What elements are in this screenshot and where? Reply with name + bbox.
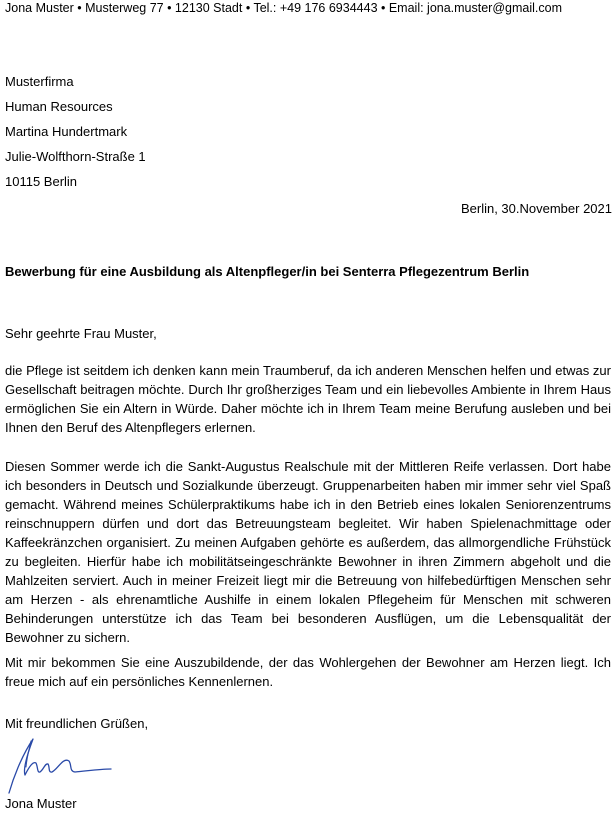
body-paragraph-experience: Diesen Sommer werde ich die Sankt-Augustus Realschule mit der Mittleren Reife verlassen. Dort habe ich besonders in Deutsch und Sozialkunde überzeugt. Gruppenarbeiten haben mir immer sehr viel Spaß gemacht. Während meines Schülerpraktikums habe ich in den Betrieb eines lokalen Seniorenzentrums reinschnuppern dürfen und dort das Betreuungsteam begleitet. Wir haben Spielenachmittage oder Kaffeekränzchen organisiert. Zu meinen Aufgaben gehörte es außerdem, das allmorgendliche Frühstück zu begleiten. Hierfür habe ich mobilitätseingeschränkte Bewohner in ihren Zimmern abgeholt und die Mahlzeiten serviert. Auch in meiner Freizeit liegt mir die Betreuung von hilfebedürftigen Menschen sehr am Herzen - als ehrenamtliche Aushilfe in einem lokalen Pflegeheim für Menschen mit schweren Behinderungen unterstütze ich das Team bei besonderen Ausflügen, um die Lebensqualität der Bewohner zu sichern.	[5, 459, 611, 645]
recipient-street: Julie-Wolfthorn-Straße 1	[5, 149, 146, 164]
sender-address-line: Jona Muster • Musterweg 77 • 12130 Stadt • Tel.: +49 176 6934443 • Email: jona.muster@gmail.com	[5, 1, 562, 15]
recipient-company: Musterfirma	[5, 74, 74, 89]
subject-line: Bewerbung für eine Ausbildung als Altenpfleger/in bei Senterra Pflegezentrum Berlin	[5, 264, 530, 279]
letter-date: Berlin, 30.November 2021	[460, 201, 612, 216]
signature-flourish	[26, 741, 31, 767]
signer-name: Jona Muster	[5, 796, 77, 811]
closing-phrase: Mit freundlichen Grüßen,	[5, 716, 149, 731]
body-paragraph-intro: die Pflege ist seitdem ich denken kann mein Traumberuf, da ich anderen Menschen helfen und etwas zur Gesellschaft beitragen möchte. Durch Ihr großherziges Team und ein liebevolles Ambiente in Ihrem Haus ermöglichen Sie ein Altern in Würde. Daher möchte ich in Ihrem Team meine Berufung ausleben und bei Ihnen den Beruf des Altenpflegers erlernen.	[5, 363, 611, 435]
recipient-person: Martina Hundertmark	[5, 124, 128, 139]
salutation: Sehr geehrte Frau Muster,	[5, 326, 157, 341]
recipient-city: 10115 Berlin	[5, 174, 78, 189]
handwritten-signature	[3, 727, 113, 797]
body-paragraph-closing: Mit mir bekommen Sie eine Auszubildende, der das Wohlergehen der Bewohner am Herzen liegt. Ich freue mich auf ein persönliches Kennenlernen.	[5, 655, 611, 689]
signature-stroke	[9, 739, 111, 793]
recipient-department: Human Resources	[5, 99, 113, 114]
recipient-address-block	[5, 73, 405, 198]
